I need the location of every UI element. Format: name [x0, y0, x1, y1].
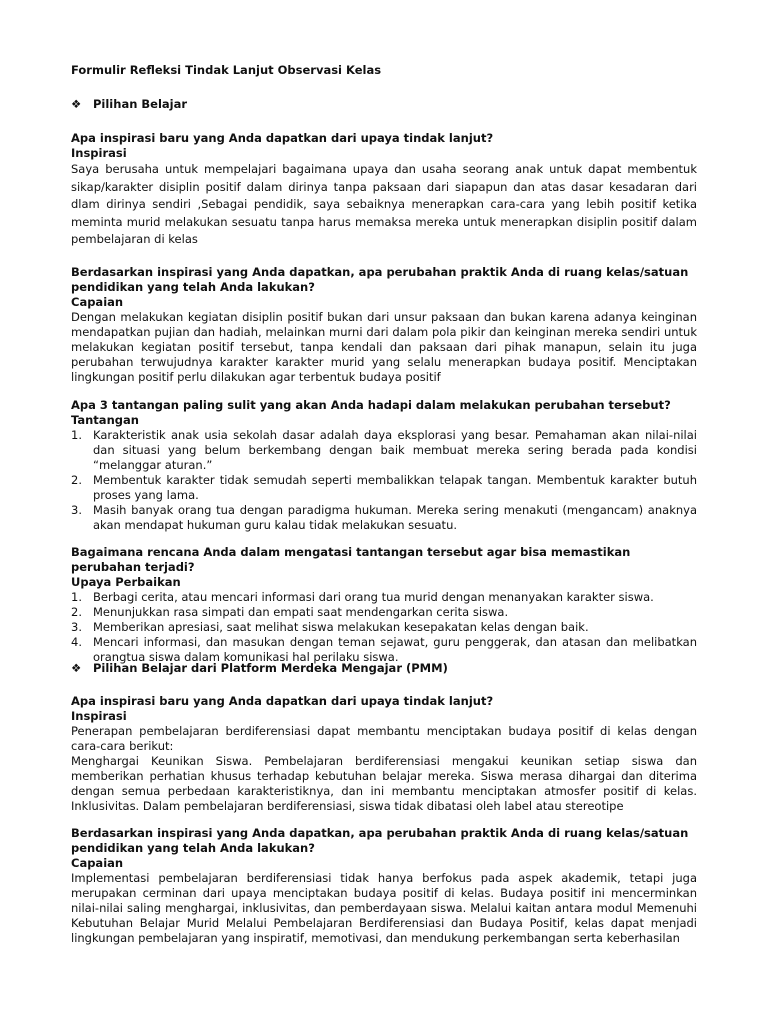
answer-label: Inspirasi [71, 146, 127, 160]
answer-paragraph: Saya berusaha untuk mempelajari bagaimana upaya dan usaha seorang anak untuk dapat membentuk sikap/karakter disiplin positif dalam dirinya tanpa paksaan dari siapapun dan atas dasar kesadaran dari dlam dirinya sendiri ,Sebagai pendidik, saya sebaiknya menerapkan cara-cara yang lebih positif ketika meminta murid melakukan sesuatu tanpa harus memaksa mereka untuk menerapkan disiplin positif dalam pembelajaran di kelas [71, 162, 697, 246]
list-item [71, 473, 697, 503]
question-text: Berdasarkan inspirasi yang Anda dapatkan, apa perubahan praktik Anda di ruang kelas/satuan pendidikan yang telah Anda lakukan? [71, 265, 689, 294]
section-heading-text: Pilihan Belajar dari Platform Merdeka Mengajar (PMM) [93, 661, 448, 675]
list-number: 4. [71, 635, 82, 649]
list-item-text: Mencari informasi, dan masukan dengan teman sejawat, guru penggerak, dan atasan dan melibatkan orangtua siswa dalam komunikasi hal perilaku siswa. [93, 635, 697, 664]
improvement-list [71, 590, 697, 665]
list-item-text: Karakteristik anak usia sekolah dasar adalah daya eksplorasi yang besar. Pemahaman akan nilai-nilai dan situasi yang belum berkembang dengan baik membuat mereka sering berada pada kondisi “melanggar aturan.” [93, 428, 697, 472]
list-item [71, 428, 697, 473]
question-text: Apa inspirasi baru yang Anda dapatkan dari upaya tindak lanjut? [71, 131, 494, 145]
inspirasi-block [71, 131, 697, 249]
tantangan-block [71, 398, 697, 533]
answer-label: Upaya Perbaikan [71, 575, 181, 589]
section-heading-pilihan-belajar [71, 97, 187, 111]
list-item-text: Memberikan apresiasi, saat melihat siswa melakukan kesepakatan kelas dengan baik. [93, 620, 589, 634]
answer-label: Capaian [71, 856, 124, 870]
section-heading-text: Pilihan Belajar [93, 97, 188, 111]
question-text: Apa inspirasi baru yang Anda dapatkan dari upaya tindak lanjut? [71, 694, 494, 708]
section-heading-pmm [71, 661, 448, 675]
answer-label: Capaian [71, 295, 124, 309]
list-item [71, 620, 697, 635]
answer-paragraph: Penerapan pembelajaran berdiferensiasi dapat membantu menciptakan budaya positif di kelas dengan cara-cara berikut: [71, 724, 697, 753]
list-item-text: Berbagi cerita, atau mencari informasi dari orang tua murid dengan menanyakan karakter siswa. [93, 590, 654, 604]
diamond-bullet-icon: ❖ [71, 661, 82, 675]
list-item [71, 605, 697, 620]
list-number: 2. [71, 605, 82, 619]
list-number: 1. [71, 428, 82, 442]
upaya-perbaikan-block [71, 545, 697, 665]
list-item-text: Membentuk karakter tidak semudah seperti membalikkan telapak tangan. Membentuk karakter butuh proses yang lama. [93, 473, 697, 502]
diamond-bullet-icon: ❖ [71, 97, 82, 111]
list-item-text: Masih banyak orang tua dengan paradigma hukuman. Mereka sering menakuti (mengancam) anaknya akan mendapat hukuman guru kalau tidak melakukan sesuatu. [93, 503, 697, 532]
list-item [71, 503, 697, 533]
list-item [71, 590, 697, 605]
list-number: 3. [71, 503, 82, 517]
capaian-block [71, 265, 697, 385]
answer-label: Tantangan [71, 413, 139, 427]
list-number: 3. [71, 620, 82, 634]
list-number: 2. [71, 473, 82, 487]
question-text: Bagaimana rencana Anda dalam mengatasi tantangan tersebut agar bisa memastikan perubahan terjadi? [71, 545, 631, 574]
list-number: 1. [71, 590, 82, 604]
question-text: Apa 3 tantangan paling sulit yang akan Anda hadapi dalam melakukan perubahan tersebut? [71, 398, 671, 412]
list-item-text: Menunjukkan rasa simpati dan empati saat mendengarkan cerita siswa. [93, 605, 509, 619]
pmm-inspirasi-block [71, 694, 697, 814]
answer-paragraph: Menghargai Keunikan Siswa. Pembelajaran berdiferensiasi mengakui keunikan setiap siswa dan memberikan perhatian khusus terhadap kebutuhan belajar mereka. Siswa merasa dihargai dan diterima dengan semua perbedaan karakteristiknya, dan ini membantu menciptakan atmosfer positif di kelas. Inklusivitas. Dalam pembelajaran berdiferensiasi, siswa tidak dibatasi oleh label atau stereotipe [71, 754, 697, 813]
page-title: Formulir Refleksi Tindak Lanjut Observasi Kelas [71, 63, 382, 77]
challenge-list [71, 428, 697, 533]
answer-paragraph: Dengan melakukan kegiatan disiplin positif bukan dari unsur paksaan dan bukan karena adanya keinginan mendapatkan pujian dan hadiah, melainkan murni dari dalam pola pikir dan keinginan mereka sendiri untuk melakukan kegiatan positif tersebut, tanpa kendali dan paksaan dari pihak manapun, selain itu juga perubahan terwujudnya karakter karakter murid yang selalu menerapkan budaya positif. Menciptakan lingkungan positif perlu dilakukan agar terbentuk budaya positif [71, 310, 697, 384]
question-text: Berdasarkan inspirasi yang Anda dapatkan, apa perubahan praktik Anda di ruang kelas/satuan pendidikan yang telah Anda lakukan? [71, 826, 689, 855]
answer-label: Inspirasi [71, 709, 127, 723]
answer-paragraph: Implementasi pembelajaran berdiferensiasi tidak hanya berfokus pada aspek akademik, tetapi juga merupakan cerminan dari upaya menciptakan budaya positif di kelas. Budaya positif ini mencerminkan nilai-nilai saling menghargai, inklusivitas, dan pemberdayaan siswa. Melalui kaitan antara modul Memenuhi Kebutuhan Belajar Murid Melalui Pembelajaran Berdiferensiasi dan Budaya Positif, kelas dapat menjadi lingkungan pembelajaran yang inspiratif, memotivasi, dan mendukung perkembangan serta keberhasilan [71, 871, 697, 945]
pmm-capaian-block [71, 826, 697, 946]
